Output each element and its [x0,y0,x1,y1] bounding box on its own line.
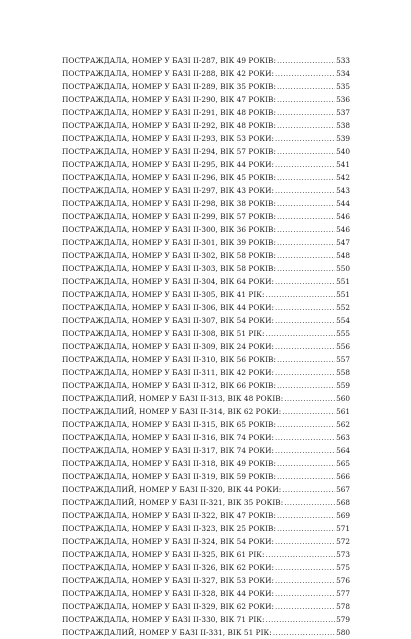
toc-entry-title: ПОСТРАЖДАЛА, НОМЕР У БАЗІ II-330, ВІК 71 РІК: [62,615,265,624]
dot-leader [277,54,335,67]
toc-entry-title: ПОСТРАЖДАЛА, НОМЕР У БАЗІ II-319, ВІК 59 РОКІВ: [62,472,276,481]
toc-entry-title: ПОСТРАЖДАЛА, НОМЕР У БАЗІ II-317, ВІК 74 РОКИ: [62,446,275,455]
toc-entry-title: ПОСТРАЖДАЛА, НОМЕР У БАЗІ II-328, ВІК 44 РОКИ: [62,589,275,598]
dot-leader [275,574,335,587]
dot-leader [275,132,335,145]
toc-entry[interactable] [62,600,350,613]
toc-entry-title: ПОСТРАЖДАЛИЙ, НОМЕР У БАЗІ II-331, ВІК 51 РІК: [62,628,272,637]
dot-leader [275,184,335,197]
toc-entry-title: ПОСТРАЖДАЛА, НОМЕР У БАЗІ II-308, ВІК 51 РІК: [62,329,265,338]
toc-entry[interactable] [62,379,350,392]
toc-entry[interactable] [62,275,350,288]
toc-entry-title: ПОСТРАЖДАЛИЙ, НОМЕР У БАЗІ II-313, ВІК 48 РОКІВ: [62,394,284,403]
toc-entry-page-number: 559 [336,381,350,390]
dot-leader [277,80,335,93]
toc-entry-title: ПОСТРАЖДАЛА, НОМЕР У БАЗІ II-306, ВІК 44 РОКИ: [62,303,275,312]
dot-leader [275,444,335,457]
toc-entry[interactable] [62,496,350,509]
toc-entry-title: ПОСТРАЖДАЛА, НОМЕР У БАЗІ II-300, ВІК 36 РОКІВ: [62,225,276,234]
dot-leader [277,106,335,119]
toc-entry-page-number: 573 [336,550,350,559]
toc-entry-page-number: 551 [336,290,350,299]
dot-leader [275,275,335,288]
toc-entry[interactable] [62,106,350,119]
toc-entry[interactable] [62,132,350,145]
toc-entry-page-number: 536 [336,95,350,104]
toc-entry[interactable] [62,431,350,444]
dot-leader [275,340,335,353]
toc-entry[interactable] [62,626,350,639]
toc-entry-title: ПОСТРАЖДАЛА, НОМЕР У БАЗІ II-309, ВІК 24 РОКИ: [62,342,275,351]
toc-entry-page-number: 551 [336,277,350,286]
dot-leader [282,405,335,418]
toc-entry-page-number: 541 [336,160,350,169]
dot-leader [275,431,335,444]
dot-leader [277,262,335,275]
toc-entry-page-number: 577 [336,589,350,598]
toc-entry-page-number: 537 [336,108,350,117]
dot-leader [266,548,335,561]
toc-entry-page-number: 571 [336,524,350,533]
toc-entry-title: ПОСТРАЖДАЛА, НОМЕР У БАЗІ II-287, ВІК 49 РОКІВ: [62,56,276,65]
toc-entry-title: ПОСТРАЖДАЛА, НОМЕР У БАЗІ II-325, ВІК 61 РІК: [62,550,265,559]
toc-entry[interactable] [62,574,350,587]
toc-entry-title: ПОСТРАЖДАЛА, НОМЕР У БАЗІ II-304, ВІК 64 РОКИ: [62,277,275,286]
toc-entry-title: ПОСТРАЖДАЛА, НОМЕР У БАЗІ II-298, ВІК 38 РОКІВ: [62,199,276,208]
toc-entry-title: ПОСТРАЖДАЛА, НОМЕР У БАЗІ II-322, ВІК 47 РОКІВ: [62,511,276,520]
toc-entry-page-number: 539 [336,134,350,143]
dot-leader [275,158,335,171]
toc-entry-page-number: 557 [336,355,350,364]
toc-entry-title: ПОСТРАЖДАЛА, НОМЕР У БАЗІ II-324, ВІК 54 РОКИ: [62,537,275,546]
toc-entry-title: ПОСТРАЖДАЛА, НОМЕР У БАЗІ II-288, ВІК 42 РОКИ: [62,69,275,78]
dot-leader [277,418,335,431]
toc-entry-page-number: 550 [336,264,350,273]
toc-entry[interactable] [62,145,350,158]
toc-entry-page-number: 544 [336,199,350,208]
dot-leader [277,119,335,132]
toc-entry-page-number: 580 [336,628,350,637]
toc-entry-page-number: 568 [336,498,350,507]
dot-leader [277,171,335,184]
toc-entry-title: ПОСТРАЖДАЛА, НОМЕР У БАЗІ II-292, ВІК 48 РОКІВ: [62,121,276,130]
toc-entry[interactable] [62,522,350,535]
toc-entry-title: ПОСТРАЖДАЛА, НОМЕР У БАЗІ II-305, ВІК 41 РІК: [62,290,265,299]
toc-entry[interactable] [62,444,350,457]
dot-leader [277,509,335,522]
toc-entry-page-number: 564 [336,446,350,455]
dot-leader [277,93,335,106]
toc-entry[interactable] [62,392,350,405]
toc-entry-title: ПОСТРАЖДАЛА, НОМЕР У БАЗІ II-329, ВІК 62 РОКИ: [62,602,275,611]
toc-entry[interactable] [62,613,350,626]
toc-entry[interactable] [62,197,350,210]
toc-entry-page-number: 552 [336,303,350,312]
toc-entry[interactable] [62,54,350,67]
toc-entry[interactable] [62,119,350,132]
toc-entry-page-number: 569 [336,511,350,520]
toc-entry-page-number: 534 [336,69,350,78]
toc-entry-page-number: 533 [336,56,350,65]
dot-leader [277,223,335,236]
table-of-contents [62,54,350,639]
toc-entry-title: ПОСТРАЖДАЛА, НОМЕР У БАЗІ II-323, ВІК 25 РОКІВ: [62,524,276,533]
dot-leader [266,327,335,340]
toc-entry[interactable] [62,353,350,366]
toc-entry-page-number: 566 [336,472,350,481]
dot-leader [277,457,335,470]
toc-entry-page-number: 546 [336,212,350,221]
dot-leader [275,587,335,600]
toc-entry-title: ПОСТРАЖДАЛА, НОМЕР У БАЗІ II-312, ВІК 66 РОКІВ: [62,381,276,390]
toc-entry-title: ПОСТРАЖДАЛА, НОМЕР У БАЗІ II-290, ВІК 47 РОКІВ: [62,95,276,104]
toc-entry[interactable] [62,184,350,197]
dot-leader [277,210,335,223]
toc-entry[interactable] [62,587,350,600]
toc-entry-title: ПОСТРАЖДАЛА, НОМЕР У БАЗІ II-327, ВІК 53 РОКИ: [62,576,275,585]
toc-entry-title: ПОСТРАЖДАЛА, НОМЕР У БАЗІ II-315, ВІК 65 РОКІВ: [62,420,276,429]
dot-leader [277,522,335,535]
toc-entry[interactable] [62,535,350,548]
toc-entry-title: ПОСТРАЖДАЛА, НОМЕР У БАЗІ II-294, ВІК 57 РОКІВ: [62,147,276,156]
toc-entry[interactable] [62,405,350,418]
toc-entry-page-number: 562 [336,420,350,429]
toc-entry-page-number: 567 [336,485,350,494]
dot-leader [275,301,335,314]
dot-leader [277,197,335,210]
toc-entry[interactable] [62,561,350,574]
toc-entry[interactable] [62,340,350,353]
toc-entry[interactable] [62,470,350,483]
dot-leader [275,600,335,613]
dot-leader [277,236,335,249]
toc-entry-page-number: 555 [336,329,350,338]
toc-entry-page-number: 542 [336,173,350,182]
toc-entry-page-number: 547 [336,238,350,247]
toc-entry-title: ПОСТРАЖДАЛА, НОМЕР У БАЗІ II-302, ВІК 58 РОКІВ: [62,251,276,260]
toc-entry-title: ПОСТРАЖДАЛА, НОМЕР У БАЗІ II-316, ВІК 74 РОКИ: [62,433,275,442]
toc-entry-title: ПОСТРАЖДАЛА, НОМЕР У БАЗІ II-295, ВІК 44 РОКИ: [62,160,275,169]
toc-entry-title: ПОСТРАЖДАЛА, НОМЕР У БАЗІ II-318, ВІК 49 РОКІВ: [62,459,276,468]
toc-entry-page-number: 560 [336,394,350,403]
toc-entry-title: ПОСТРАЖДАЛИЙ, НОМЕР У БАЗІ II-320, ВІК 44 РОКИ: [62,485,282,494]
toc-entry-title: ПОСТРАЖДАЛА, НОМЕР У БАЗІ II-326, ВІК 62 РОКИ: [62,563,275,572]
toc-entry-title: ПОСТРАЖДАЛА, НОМЕР У БАЗІ II-296, ВІК 45 РОКІВ: [62,173,276,182]
toc-entry-page-number: 543 [336,186,350,195]
toc-entry-page-number: 558 [336,368,350,377]
toc-entry-title: ПОСТРАЖДАЛА, НОМЕР У БАЗІ II-307, ВІК 54 РОКИ: [62,316,275,325]
dot-leader [275,535,335,548]
dot-leader [275,67,335,80]
dot-leader [277,470,335,483]
toc-entry-title: ПОСТРАЖДАЛА, НОМЕР У БАЗІ II-301, ВІК 39 РОКІВ: [62,238,276,247]
toc-entry[interactable] [62,236,350,249]
toc-entry[interactable] [62,80,350,93]
toc-entry-title: ПОСТРАЖДАЛА, НОМЕР У БАЗІ II-303, ВІК 58 РОКІВ: [62,264,276,273]
toc-entry-title: ПОСТРАЖДАЛА, НОМЕР У БАЗІ II-297, ВІК 43 РОКИ: [62,186,275,195]
toc-entry[interactable] [62,67,350,80]
toc-entry-page-number: 575 [336,563,350,572]
toc-entry-page-number: 563 [336,433,350,442]
dot-leader [275,314,335,327]
toc-entry[interactable] [62,158,350,171]
toc-entry-title: ПОСТРАЖДАЛА, НОМЕР У БАЗІ II-299, ВІК 57 РОКІВ: [62,212,276,221]
toc-entry-title: ПОСТРАЖДАЛА, НОМЕР У БАЗІ II-310, ВІК 56 РОКІВ: [62,355,276,364]
toc-entry-page-number: 561 [336,407,350,416]
toc-entry[interactable] [62,210,350,223]
dot-leader [275,366,335,379]
dot-leader [277,145,335,158]
toc-entry[interactable] [62,483,350,496]
toc-entry-page-number: 576 [336,576,350,585]
toc-entry-page-number: 565 [336,459,350,468]
toc-entry[interactable] [62,223,350,236]
toc-entry-title: ПОСТРАЖДАЛИЙ, НОМЕР У БАЗІ II-321, ВІК 35 РОКІВ: [62,498,284,507]
toc-entry-page-number: 538 [336,121,350,130]
toc-entry[interactable] [62,93,350,106]
toc-entry-page-number: 540 [336,147,350,156]
toc-entry[interactable] [62,548,350,561]
toc-entry-title: ПОСТРАЖДАЛА, НОМЕР У БАЗІ II-293, ВІК 53 РОКИ: [62,134,275,143]
toc-entry-page-number: 548 [336,251,350,260]
toc-entry-page-number: 578 [336,602,350,611]
dot-leader [266,613,335,626]
toc-entry-page-number: 579 [336,615,350,624]
toc-entry[interactable] [62,457,350,470]
toc-entry[interactable] [62,301,350,314]
toc-entry[interactable] [62,509,350,522]
toc-entry-page-number: 556 [336,342,350,351]
toc-entry[interactable] [62,288,350,301]
dot-leader [275,561,335,574]
toc-entry[interactable] [62,262,350,275]
toc-entry[interactable] [62,418,350,431]
toc-entry[interactable] [62,314,350,327]
dot-leader [273,626,335,639]
toc-entry-page-number: 572 [336,537,350,546]
toc-entry-title: ПОСТРАЖДАЛА, НОМЕР У БАЗІ II-311, ВІК 42 РОКИ: [62,368,275,377]
dot-leader [284,392,335,405]
dot-leader [277,353,335,366]
toc-entry[interactable] [62,171,350,184]
dot-leader [277,249,335,262]
toc-entry[interactable] [62,366,350,379]
toc-entry-page-number: 535 [336,82,350,91]
toc-entry-page-number: 554 [336,316,350,325]
toc-entry[interactable] [62,249,350,262]
dot-leader [277,379,335,392]
toc-entry-title: ПОСТРАЖДАЛА, НОМЕР У БАЗІ II-291, ВІК 48 РОКІВ: [62,108,276,117]
toc-entry-title: ПОСТРАЖДАЛИЙ, НОМЕР У БАЗІ II-314, ВІК 62 РОКИ: [62,407,282,416]
dot-leader [266,288,335,301]
toc-entry[interactable] [62,327,350,340]
toc-entry-page-number: 546 [336,225,350,234]
toc-entry-title: ПОСТРАЖДАЛА, НОМЕР У БАЗІ II-289, ВІК 35 РОКІВ: [62,82,276,91]
dot-leader [284,496,335,509]
dot-leader [282,483,335,496]
